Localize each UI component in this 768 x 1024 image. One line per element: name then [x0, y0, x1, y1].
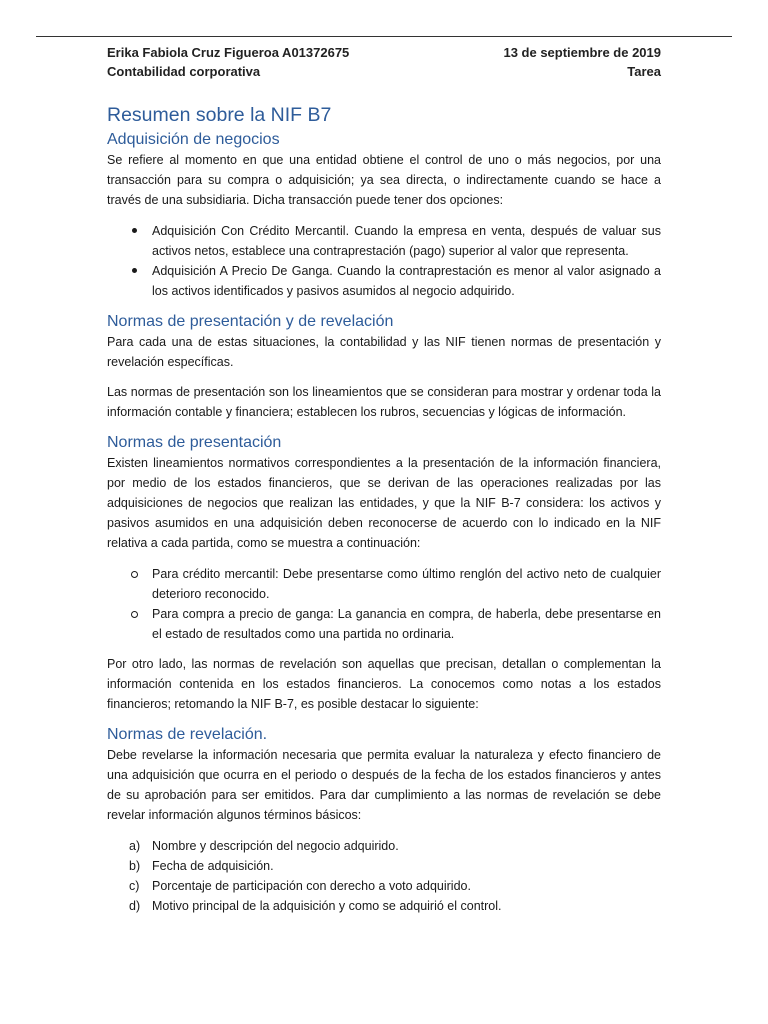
- paragraph-normas-1: Para cada una de estas situaciones, la contabilidad y las NIF tienen normas de presentación y revelación específicas.: [107, 335, 661, 369]
- header-row-2: [107, 62, 661, 81]
- list-item: [107, 896, 661, 916]
- document-type: Tarea: [627, 64, 661, 79]
- section-heading-revelacion: Normas de revelación.: [107, 726, 268, 743]
- course-name: Contabilidad corporativa: [107, 64, 261, 79]
- list-item-text: Adquisición A Precio De Ganga. Cuando la contraprestación es menor al valor asignado a los activos identificados y pasivos asumidos al negocio adquirido.: [152, 264, 661, 298]
- list-item: [107, 856, 661, 876]
- list-item-text: Porcentaje de participación con derecho a voto adquirido.: [152, 879, 471, 893]
- header-row-1: [107, 43, 661, 62]
- paragraph-presentacion: Existen lineamientos normativos correspondientes a la presentación de la información financiera, por medio de los estados financieros, que se derivan de las operaciones realizadas por las adquisiciones de negocios que realizan las entidades, y que la NIF B-7 considera: los activos y pasivos asumidos en una adquisición deben reconocerse de acuerdo con lo indicado en la NIF relativa a cada partida, como se muestra a continuación:: [107, 456, 661, 550]
- section-heading-normas: Normas de presentación y de revelación: [107, 313, 394, 330]
- list-item: [107, 221, 661, 261]
- list-item: [107, 261, 661, 301]
- document-page: [107, 43, 661, 916]
- list-item-text: Nombre y descripción del negocio adquirido.: [152, 839, 399, 853]
- paragraph-revelacion: Debe revelarse la información necesaria que permita evaluar la naturaleza y efecto financiero de una adquisición que ocurra en el periodo o después de la fecha de los estados financieros y antes de su aprobación para ser emitidos. Para dar cumplimiento a las normas de revelación se debe revelar información algunos términos básicos:: [107, 748, 661, 822]
- list-item: [107, 836, 661, 856]
- author-name: Erika Fabiola Cruz Figueroa A01372675: [107, 45, 350, 60]
- list-item-text: Para compra a precio de ganga: La ganancia en compra, de haberla, debe presentarse en el estado de resultados como una partida no ordinaria.: [152, 607, 661, 641]
- list-item-text: Para crédito mercantil: Debe presentarse como último renglón del activo neto de cualquier deterioro reconocido.: [152, 567, 661, 601]
- document-title: Resumen sobre la NIF B7: [107, 104, 332, 126]
- circle-bullet-icon: [131, 571, 138, 578]
- bullet-list-adquisicion: [107, 221, 661, 301]
- bullet-icon: [132, 228, 137, 233]
- section-heading-adquisicion: Adquisición de negocios: [107, 131, 280, 148]
- bullet-icon: [132, 268, 137, 273]
- paragraph-adquisicion: Se refiere al momento en que una entidad obtiene el control de uno o más negocios, por una transacción para su compra o adquisición; ya sea directa, o indirectamente cuando se hace a través de una subsidiaria. Dicha transacción puede tener dos opciones:: [107, 153, 661, 207]
- paragraph-normas-2: Las normas de presentación son los lineamientos que se consideran para mostrar y ordenar toda la información contable y financiera; establecen los rubros, secuencias y lógicas de información.: [107, 385, 661, 419]
- list-marker: c): [129, 879, 140, 893]
- header-rule: [36, 36, 732, 37]
- list-marker: b): [129, 859, 141, 873]
- list-item: [107, 876, 661, 896]
- circle-list-presentacion: [107, 564, 661, 644]
- list-item: [107, 604, 661, 644]
- list-item: [107, 564, 661, 604]
- list-marker: a): [129, 839, 141, 853]
- list-item-text: Motivo principal de la adquisición y como se adquirió el control.: [152, 899, 502, 913]
- section-heading-presentacion: Normas de presentación: [107, 434, 282, 451]
- list-item-text: Adquisición Con Crédito Mercantil. Cuando la empresa en venta, después de valuar sus activos netos, establece una contraprestación (pago) superior al valor que representa.: [152, 224, 661, 258]
- list-item-text: Fecha de adquisición.: [152, 859, 274, 873]
- list-marker: d): [129, 899, 141, 913]
- document-date: 13 de septiembre de 2019: [503, 45, 661, 60]
- circle-bullet-icon: [131, 611, 138, 618]
- lettered-list-revelacion: [107, 836, 661, 916]
- paragraph-presentacion-after: Por otro lado, las normas de revelación son aquellas que precisan, detallan o complementan la información contenida en los estados financieros. La conocemos como notas a los estados financieros; retomando la NIF B-7, es posible destacar lo siguiente:: [107, 657, 661, 711]
